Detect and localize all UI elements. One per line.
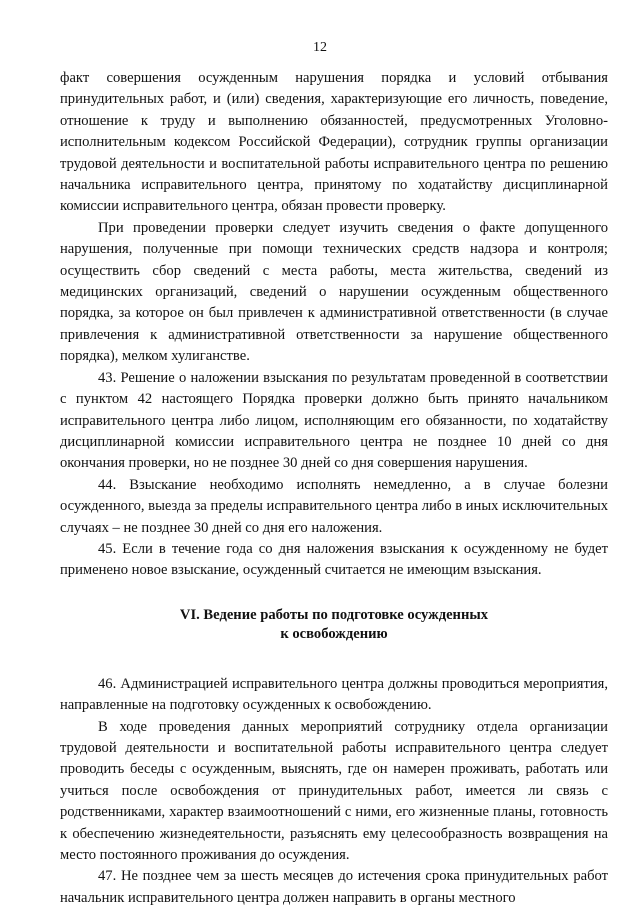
paragraph-item-43: 43. Решение о наложении взыскания по результатам проведенной в соответствии с пунктом 42 настоящего Порядка проверки должно быть принято начальником исправительного центра либо лицом, исполняющим его обязанности, по ходатайству дисциплинарной комиссии исправительного центра не позднее 10 дней со дня окончания проверки, но не позднее 30 дней со дня совершения нарушения. — [60, 369, 608, 472]
paragraph-item-45: 45. Если в течение года со дня наложения взыскания к осужденному не будет применено новое взыскание, осужденный считается не имеющим взыскания. — [60, 540, 608, 579]
paragraph-inspection: При проведении проверки следует изучить сведения о факте допущенного нарушения, полученные при помощи технических средств надзора и контроля; осуществить сбор сведений с места работы, места жительства, сведений из медицинских организаций, сведений о нарушении осужденным общественного порядка, за которое он был привлечен к административной ответственности (в случае привлечения к административной ответственности за нарушение общественного порядка), мелком хулиганстве. — [60, 219, 608, 365]
paragraph-item-46: 46. Администрацией исправительного центра должны проводиться мероприятия, направленные на подготовку осужденных к освобождению. — [60, 675, 608, 714]
document-body — [60, 68, 608, 909]
paragraph-item-44: 44. Взыскание необходимо исполнять немедленно, а в случае болезни осужденного, выезда за пределы исправительного центра либо в иных исключительных случаях – не позднее 30 дней со дня его наложения. — [60, 476, 608, 536]
paragraphs-bottom — [60, 674, 608, 909]
paragraph-item-47: 47. Не позднее чем за шесть месяцев до истечения срока принудительных работ начальник исправительного центра должен направить в органы местного — [60, 868, 608, 906]
paragraph-conversations: В ходе проведения данных мероприятий сотруднику отдела организации трудовой деятельности и воспитательной работы исправительного центра следует проводить беседы с осужденным, выяснять, где он намерен проживать, работать или учиться после освобождения от принудительных работ, имеется ли связь с родственниками, характер взаимоотношений с ними, его жизненные планы, готовность к обеспечению жизнедеятельности, разъяснять ему целесообразность возвращения на место постоянного проживания до осуждения. — [60, 718, 608, 863]
section-heading-line-2: к освобождению — [280, 625, 388, 642]
page-number: 12 — [313, 40, 327, 55]
section-heading — [60, 606, 608, 644]
section-heading-line-1: VI. Ведение работы по подготовке осужденных — [179, 606, 489, 623]
paragraph-continuation: факт совершения осужденным нарушения порядка и условий отбывания принудительных работ, и (или) сведения, характеризующие его личность, поведение, отношение к труду и выполнению обязанностей, предусмотренных Уголовно-исполнительным кодексом Российской Федерации), сотрудник группы организации трудовой деятельности и воспитательной работы исправительного центра по решению начальника исправительного центра, принятому по ходатайству дисциплинарной комиссии исправительного центра, обязан провести проверку. — [60, 70, 608, 215]
paragraphs-top — [60, 68, 608, 582]
